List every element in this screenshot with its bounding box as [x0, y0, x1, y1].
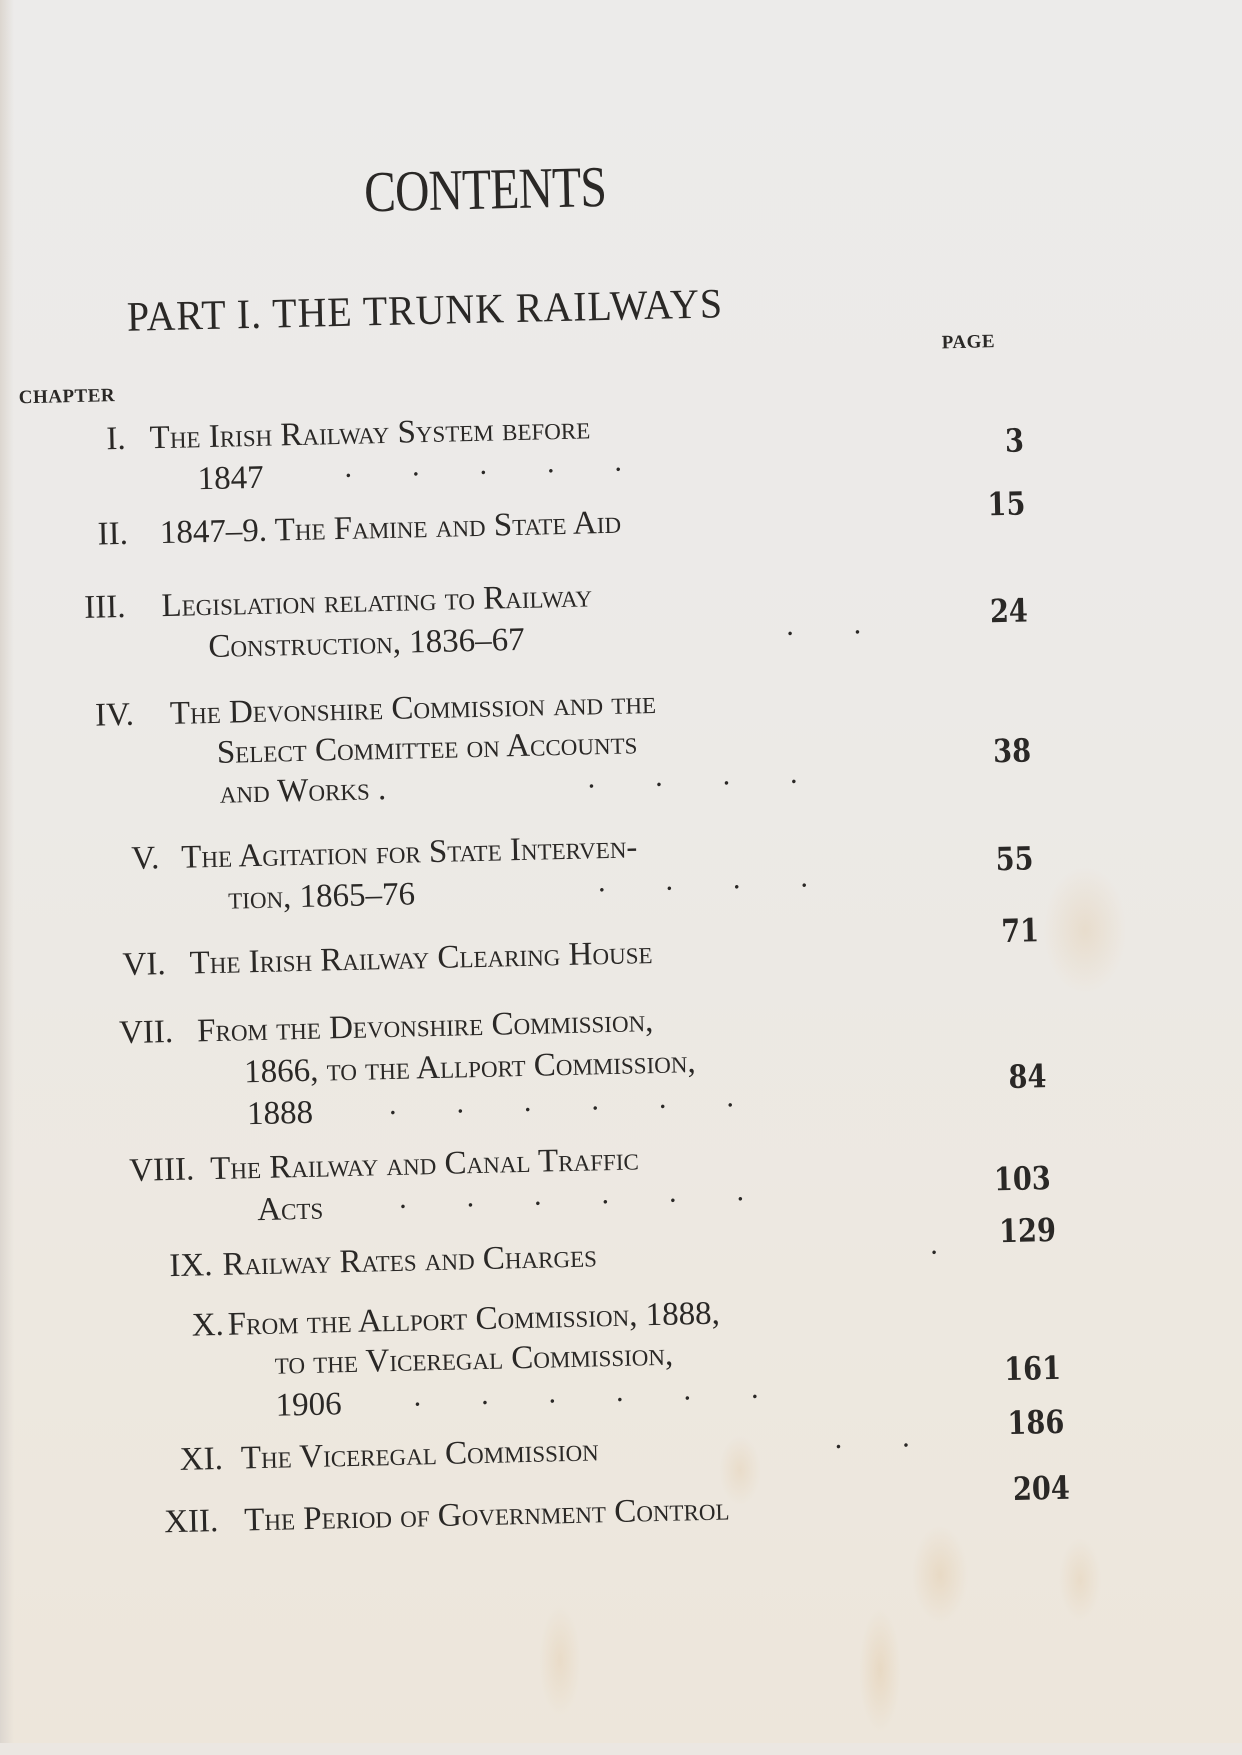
chapter-title-line: The Railway and Canal Traffic [209, 1141, 640, 1188]
page-number: 204 [1012, 1468, 1071, 1508]
leader-dots: . [929, 1227, 939, 1261]
chapter-number: I. [106, 420, 127, 458]
chapter-number: XI. [179, 1440, 224, 1478]
page-number: 161 [1003, 1348, 1062, 1389]
chapter-title-line: and Works . [219, 771, 387, 811]
chapter-title-line: tion, 1865–76 [227, 876, 416, 917]
page-number: 55 [995, 839, 1034, 879]
chapter-title-line: to the Viceregal Commission, [274, 1336, 674, 1382]
chapter-title-line: The Period of Government Control [243, 1491, 730, 1539]
chapter-number: V. [130, 840, 160, 877]
chapter-title-line: 1866, to the Allport Commission, [243, 1044, 697, 1091]
chapter-title-line: 1888 [246, 1094, 314, 1133]
chapter-number: IX. [168, 1247, 213, 1285]
chapter-number: XII. [163, 1503, 219, 1541]
chapter-number: VII. [118, 1013, 174, 1052]
leader-dots: . . [834, 1420, 910, 1456]
page-number: 24 [989, 591, 1029, 631]
chapter-number: X. [191, 1306, 225, 1344]
chapter-column-header: CHAPTER [18, 385, 116, 409]
toc-entry [16, 1468, 1071, 1541]
chapter-number: IV. [94, 696, 135, 734]
chapter-title-line: From the Devonshire Commission, [196, 1003, 654, 1050]
page-number: 84 [1008, 1057, 1047, 1096]
toc-entry [0, 566, 1035, 666]
page-number: 3 [1004, 421, 1025, 460]
chapter-title-line: The Irish Railway Clearing House [189, 935, 653, 982]
chapter-title-line: 1906 [275, 1386, 343, 1424]
chapter-number: VIII. [128, 1151, 195, 1189]
page-title: CONTENTS [363, 153, 607, 225]
chapter-title-line: Railway Rates and Charges [222, 1238, 598, 1283]
chapter-title-line: The Viceregal Commission [240, 1432, 600, 1477]
toc-entry [1, 818, 1041, 917]
page-number: 38 [992, 731, 1032, 771]
chapter-title-line: Legislation relating to Railway [161, 578, 593, 625]
chapter-title-line: The Agitation for State Interven- [180, 829, 638, 876]
chapter-title-line: Select Committee on Accounts [216, 725, 638, 771]
toc-entry [0, 398, 1031, 498]
leader-dots: . . . . . [344, 444, 623, 484]
page-number: 129 [998, 1210, 1057, 1251]
chapter-title-line: 1847–9. The Famine and State Aid [159, 504, 622, 552]
leader-dots: . . [785, 607, 862, 642]
toc-entry [0, 484, 1033, 553]
chapter-number: VI. [122, 946, 167, 984]
toc-entry [8, 1130, 1052, 1229]
chapter-title-line: Acts [256, 1190, 324, 1229]
page-column-header: PAGE [941, 331, 996, 354]
chapter-title-line: Construction, 1836–67 [208, 621, 526, 666]
leader-dots: . . . . . . [398, 1174, 745, 1215]
leader-dots: . . . . [587, 756, 798, 795]
leader-dots: . . . . [597, 860, 809, 899]
toc-entry [5, 992, 1047, 1133]
toc-entry [3, 911, 1043, 984]
page-number: 186 [1007, 1402, 1065, 1443]
chapter-title-line: From the Allport Commission, 1888, [227, 1295, 721, 1343]
toc-entry [10, 1210, 1057, 1285]
chapter-title-line: The Devonshire Commission and the [169, 684, 657, 732]
leader-dots: . . . . . . [413, 1371, 759, 1413]
page-number: 103 [993, 1159, 1052, 1199]
part-heading: PART I. THE TRUNK RAILWAYS [126, 281, 724, 341]
chapter-title-line: The Irish Railway System before [149, 410, 591, 457]
page-number: 71 [1000, 911, 1040, 951]
toc-entry [0, 674, 1037, 811]
page-number: 15 [987, 484, 1026, 524]
chapter-number: II. [97, 515, 129, 553]
leader-dots: . . . . . . [388, 1080, 735, 1122]
chapter-number: III. [83, 588, 126, 626]
chapter-title-line: 1847 [197, 459, 265, 498]
